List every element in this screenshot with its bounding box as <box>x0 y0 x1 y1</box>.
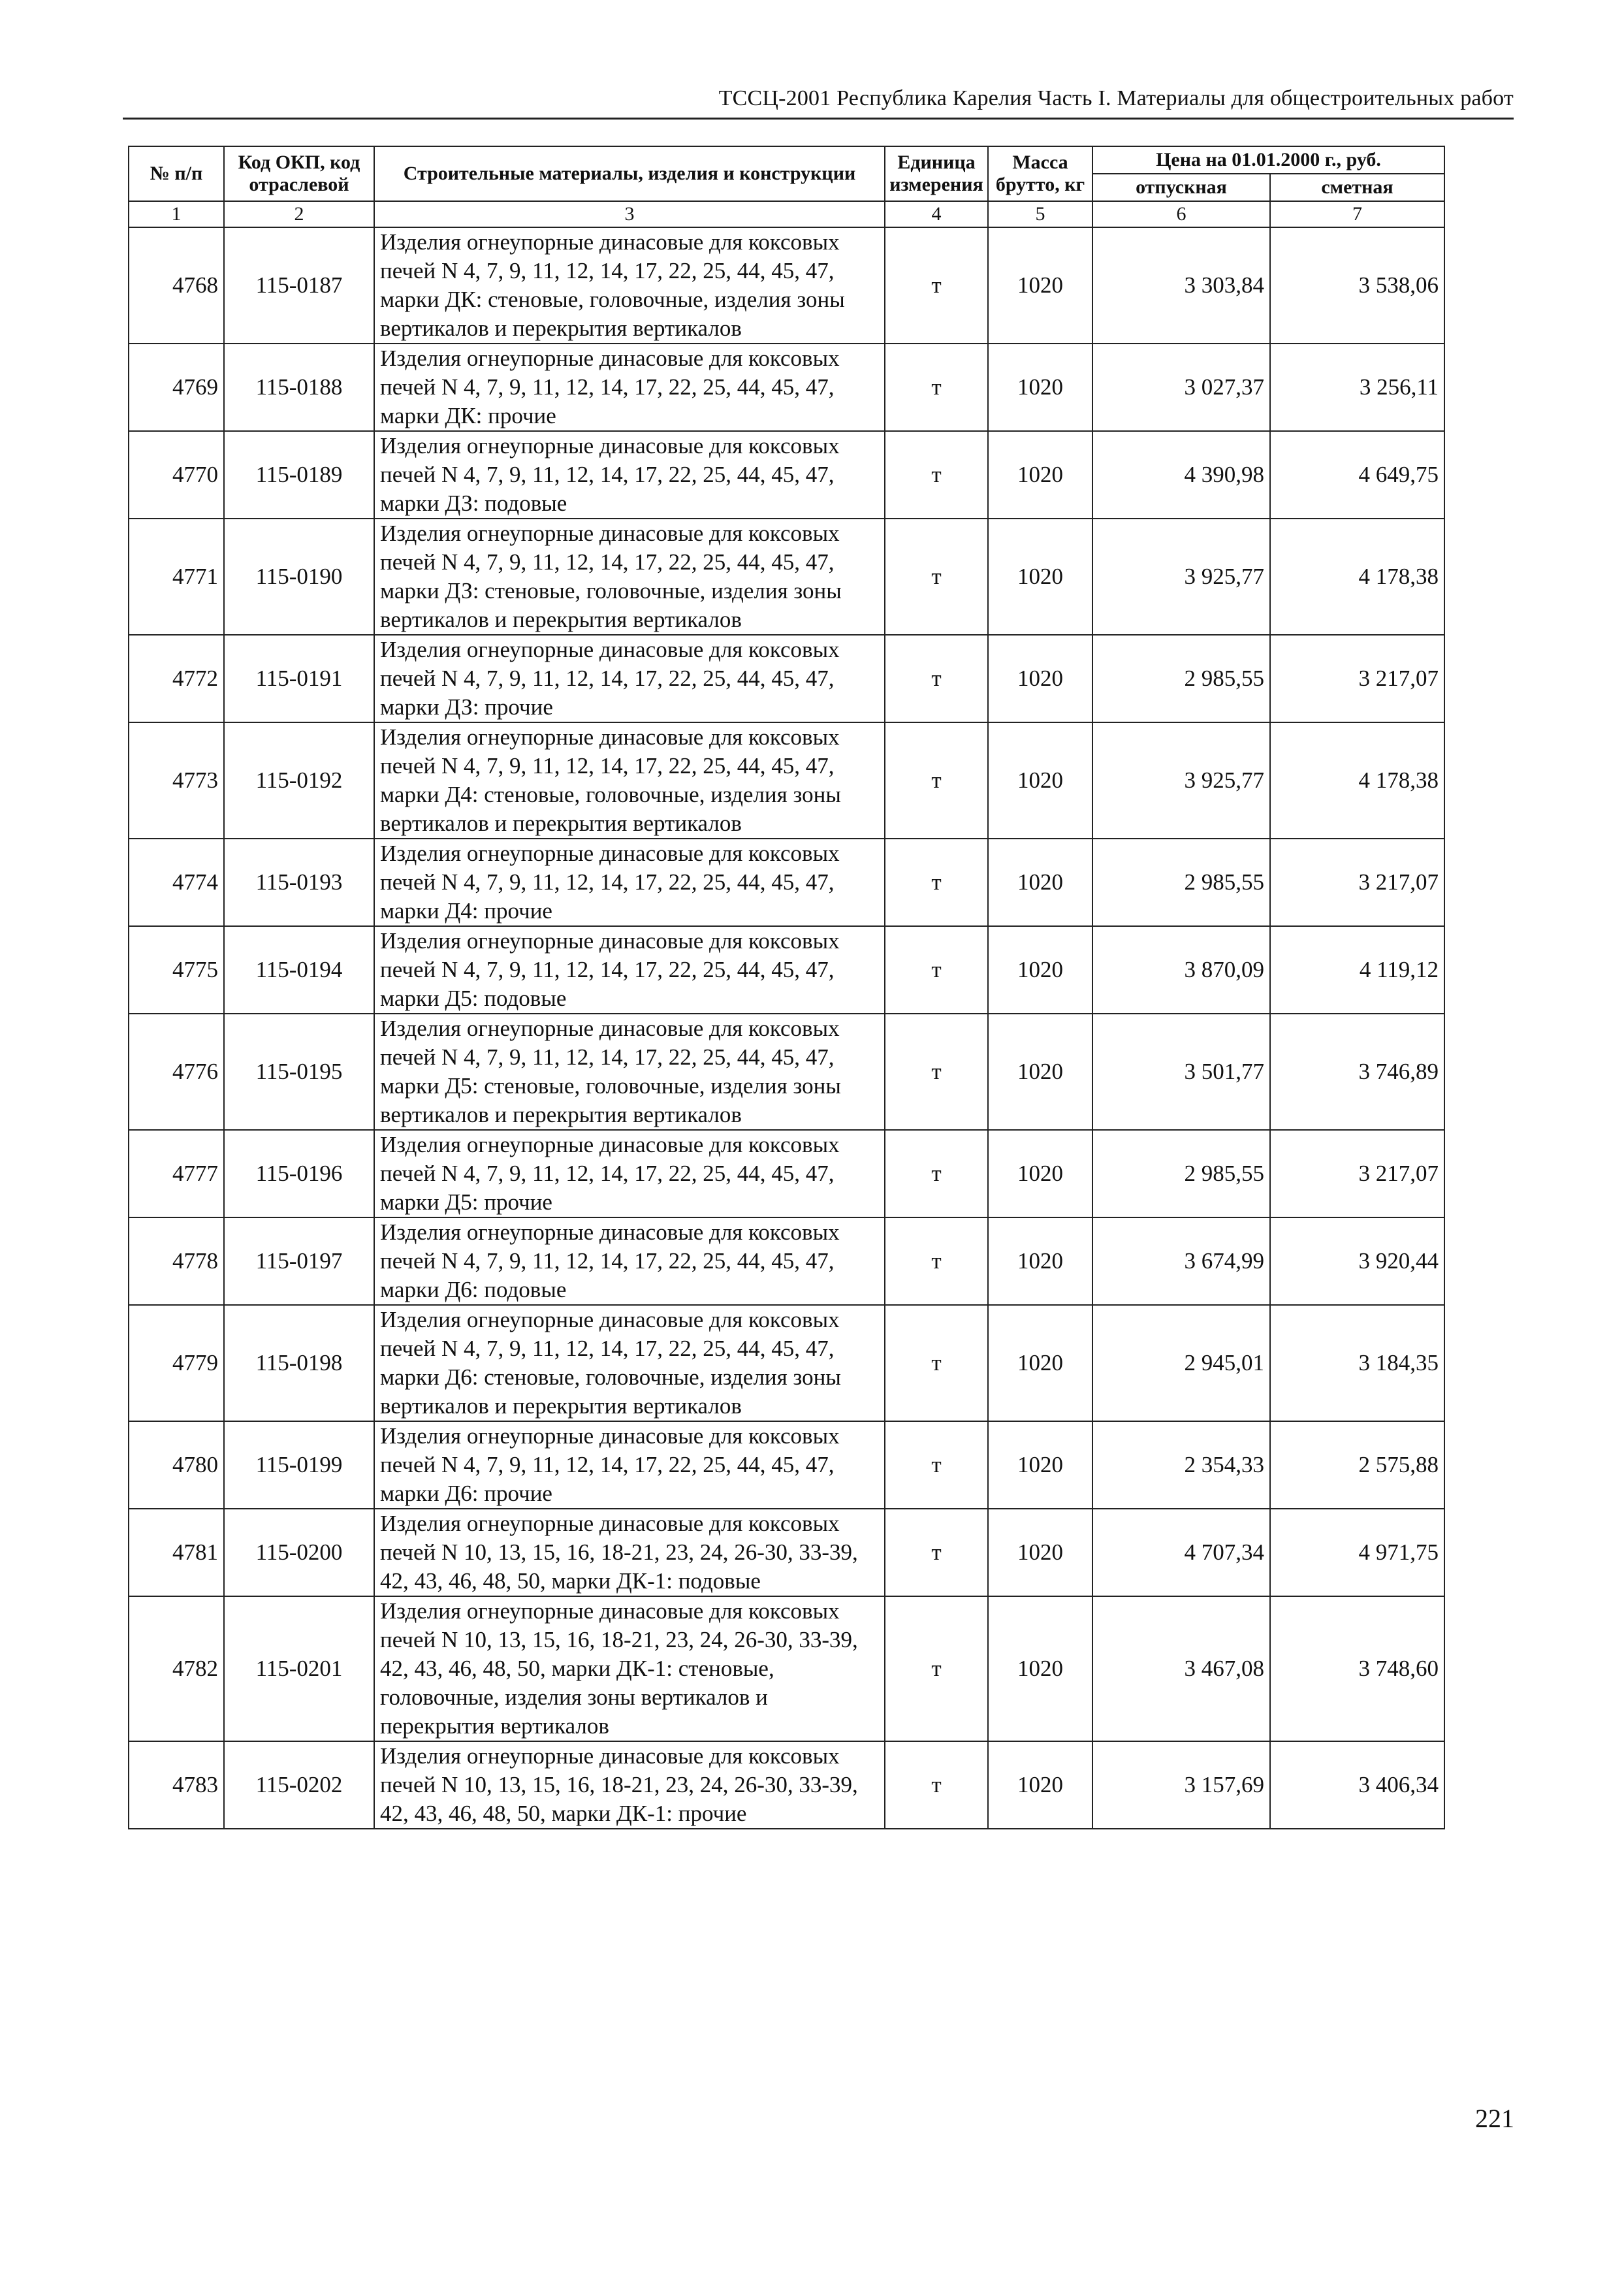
mass-cell: 1020 <box>988 926 1092 1014</box>
material-name-cell: Изделия огнеупорные динасовые для коксовых печей N 10, 13, 15, 16, 18-21, 23, 24, 26-30, 33-39, 42, 43, 46, 48, 50, марки ДК-1: прочие <box>374 1741 885 1829</box>
release-price-cell: 3 467,08 <box>1092 1596 1270 1741</box>
column-number-row <box>129 201 1444 227</box>
row-number-cell: 4771 <box>129 519 224 635</box>
mass-cell: 1020 <box>988 1014 1092 1130</box>
material-name-cell: Изделия огнеупорные динасовые для коксовых печей N 4, 7, 9, 11, 12, 14, 17, 22, 25, 44, 45, 47, марки Д5: стеновые, головочные, изделия зоны вертикалов и перекрытия вертикалов <box>374 1014 885 1130</box>
release-price-cell: 2 354,33 <box>1092 1421 1270 1509</box>
table-row <box>129 926 1444 1014</box>
document-title: ТССЦ-2001 Республика Карелия Часть I. Материалы для общестроительных работ <box>718 86 1514 110</box>
unit-cell: т <box>885 519 988 635</box>
column-number: 7 <box>1270 201 1444 227</box>
mass-cell: 1020 <box>988 635 1092 722</box>
header-mass: Масса брутто, кг <box>988 146 1092 201</box>
row-number-cell: 4777 <box>129 1130 224 1217</box>
table-row <box>129 1596 1444 1741</box>
okp-code-cell: 115-0201 <box>224 1596 374 1741</box>
unit-cell: т <box>885 1596 988 1741</box>
row-number-cell: 4782 <box>129 1596 224 1741</box>
mass-cell: 1020 <box>988 1421 1092 1509</box>
material-name-cell: Изделия огнеупорные динасовые для коксовых печей N 4, 7, 9, 11, 12, 14, 17, 22, 25, 44, 45, 47, марки ДЗ: прочие <box>374 635 885 722</box>
okp-code-cell: 115-0198 <box>224 1305 374 1421</box>
release-price-cell: 3 157,69 <box>1092 1741 1270 1829</box>
unit-cell: т <box>885 344 988 431</box>
material-name-cell: Изделия огнеупорные динасовые для коксовых печей N 4, 7, 9, 11, 12, 14, 17, 22, 25, 44, 45, 47, марки Д5: прочие <box>374 1130 885 1217</box>
release-price-cell: 3 303,84 <box>1092 227 1270 344</box>
unit-cell: т <box>885 431 988 519</box>
unit-cell: т <box>885 839 988 926</box>
okp-code-cell: 115-0197 <box>224 1217 374 1305</box>
material-name-cell: Изделия огнеупорные динасовые для коксовых печей N 4, 7, 9, 11, 12, 14, 17, 22, 25, 44, 45, 47, марки ДК: прочие <box>374 344 885 431</box>
okp-code-cell: 115-0202 <box>224 1741 374 1829</box>
okp-code-cell: 115-0200 <box>224 1509 374 1596</box>
material-name-cell: Изделия огнеупорные динасовые для коксовых печей N 4, 7, 9, 11, 12, 14, 17, 22, 25, 44, 45, 47, марки Д4: прочие <box>374 839 885 926</box>
row-number-cell: 4775 <box>129 926 224 1014</box>
table-row <box>129 1130 1444 1217</box>
row-number-cell: 4769 <box>129 344 224 431</box>
estimate-price-cell: 3 746,89 <box>1270 1014 1444 1130</box>
mass-cell: 1020 <box>988 1596 1092 1741</box>
estimate-price-cell: 4 971,75 <box>1270 1509 1444 1596</box>
unit-cell: т <box>885 1014 988 1130</box>
estimate-price-cell: 3 217,07 <box>1270 635 1444 722</box>
okp-code-cell: 115-0190 <box>224 519 374 635</box>
estimate-price-cell: 3 184,35 <box>1270 1305 1444 1421</box>
column-number: 5 <box>988 201 1092 227</box>
release-price-cell: 3 674,99 <box>1092 1217 1270 1305</box>
row-number-cell: 4779 <box>129 1305 224 1421</box>
column-number: 2 <box>224 201 374 227</box>
estimate-price-cell: 4 178,38 <box>1270 519 1444 635</box>
material-name-cell: Изделия огнеупорные динасовые для коксовых печей N 4, 7, 9, 11, 12, 14, 17, 22, 25, 44, 45, 47, марки Д5: подовые <box>374 926 885 1014</box>
material-name-cell: Изделия огнеупорные динасовые для коксовых печей N 4, 7, 9, 11, 12, 14, 17, 22, 25, 44, 45, 47, марки Д6: прочие <box>374 1421 885 1509</box>
row-number-cell: 4768 <box>129 227 224 344</box>
release-price-cell: 2 985,55 <box>1092 1130 1270 1217</box>
mass-cell: 1020 <box>988 519 1092 635</box>
header-price-estimate: сметная <box>1270 174 1444 201</box>
mass-cell: 1020 <box>988 839 1092 926</box>
release-price-cell: 2 985,55 <box>1092 635 1270 722</box>
page-header <box>123 77 1514 120</box>
release-price-cell: 3 501,77 <box>1092 1014 1270 1130</box>
table-row <box>129 1014 1444 1130</box>
okp-code-cell: 115-0196 <box>224 1130 374 1217</box>
okp-code-cell: 115-0194 <box>224 926 374 1014</box>
table-row <box>129 519 1444 635</box>
table-row <box>129 431 1444 519</box>
table-row <box>129 839 1444 926</box>
mass-cell: 1020 <box>988 722 1092 839</box>
row-number-cell: 4776 <box>129 1014 224 1130</box>
table-row <box>129 1217 1444 1305</box>
release-price-cell: 4 707,34 <box>1092 1509 1270 1596</box>
okp-code-cell: 115-0193 <box>224 839 374 926</box>
unit-cell: т <box>885 635 988 722</box>
row-number-cell: 4770 <box>129 431 224 519</box>
header-price-group: Цена на 01.01.2000 г., руб. <box>1092 146 1444 174</box>
release-price-cell: 4 390,98 <box>1092 431 1270 519</box>
mass-cell: 1020 <box>988 1130 1092 1217</box>
page-number: 221 <box>1475 2104 1514 2133</box>
unit-cell: т <box>885 1421 988 1509</box>
mass-cell: 1020 <box>988 227 1092 344</box>
header-unit: Единица измерения <box>885 146 988 201</box>
column-number: 4 <box>885 201 988 227</box>
unit-cell: т <box>885 1741 988 1829</box>
unit-cell: т <box>885 1130 988 1217</box>
release-price-cell: 3 925,77 <box>1092 519 1270 635</box>
estimate-price-cell: 4 119,12 <box>1270 926 1444 1014</box>
row-number-cell: 4774 <box>129 839 224 926</box>
okp-code-cell: 115-0188 <box>224 344 374 431</box>
table-row <box>129 1421 1444 1509</box>
column-number: 3 <box>374 201 885 227</box>
table-body <box>129 227 1444 1829</box>
table-row <box>129 227 1444 344</box>
table-row <box>129 722 1444 839</box>
estimate-price-cell: 3 406,34 <box>1270 1741 1444 1829</box>
mass-cell: 1020 <box>988 1509 1092 1596</box>
row-number-cell: 4772 <box>129 635 224 722</box>
row-number-cell: 4773 <box>129 722 224 839</box>
row-number-cell: 4778 <box>129 1217 224 1305</box>
header-no: № п/п <box>129 146 224 201</box>
table-row <box>129 1509 1444 1596</box>
okp-code-cell: 115-0191 <box>224 635 374 722</box>
mass-cell: 1020 <box>988 1741 1092 1829</box>
header-name: Строительные материалы, изделия и конструкции <box>374 146 885 201</box>
estimate-price-cell: 3 748,60 <box>1270 1596 1444 1741</box>
estimate-price-cell: 3 920,44 <box>1270 1217 1444 1305</box>
table-header-row <box>129 146 1444 174</box>
row-number-cell: 4780 <box>129 1421 224 1509</box>
estimate-price-cell: 3 217,07 <box>1270 1130 1444 1217</box>
estimate-price-cell: 4 178,38 <box>1270 722 1444 839</box>
unit-cell: т <box>885 926 988 1014</box>
estimate-price-cell: 3 217,07 <box>1270 839 1444 926</box>
header-price-release: отпускная <box>1092 174 1270 201</box>
okp-code-cell: 115-0189 <box>224 431 374 519</box>
mass-cell: 1020 <box>988 431 1092 519</box>
table-row <box>129 344 1444 431</box>
okp-code-cell: 115-0187 <box>224 227 374 344</box>
estimate-price-cell: 3 538,06 <box>1270 227 1444 344</box>
release-price-cell: 3 925,77 <box>1092 722 1270 839</box>
material-name-cell: Изделия огнеупорные динасовые для коксовых печей N 4, 7, 9, 11, 12, 14, 17, 22, 25, 44, 45, 47, марки ДК: стеновые, головочные, изделия зоны вертикалов и перекрытия вертикалов <box>374 227 885 344</box>
unit-cell: т <box>885 227 988 344</box>
row-number-cell: 4781 <box>129 1509 224 1596</box>
release-price-cell: 3 027,37 <box>1092 344 1270 431</box>
table-row <box>129 1305 1444 1421</box>
mass-cell: 1020 <box>988 1217 1092 1305</box>
okp-code-cell: 115-0195 <box>224 1014 374 1130</box>
material-name-cell: Изделия огнеупорные динасовые для коксовых печей N 4, 7, 9, 11, 12, 14, 17, 22, 25, 44, 45, 47, марки ДЗ: подовые <box>374 431 885 519</box>
estimate-price-cell: 2 575,88 <box>1270 1421 1444 1509</box>
header-code: Код ОКП, код отраслевой <box>224 146 374 201</box>
release-price-cell: 2 985,55 <box>1092 839 1270 926</box>
estimate-price-cell: 4 649,75 <box>1270 431 1444 519</box>
mass-cell: 1020 <box>988 344 1092 431</box>
row-number-cell: 4783 <box>129 1741 224 1829</box>
material-name-cell: Изделия огнеупорные динасовые для коксовых печей N 10, 13, 15, 16, 18-21, 23, 24, 26-30, 33-39, 42, 43, 46, 48, 50, марки ДК-1: подовые <box>374 1509 885 1596</box>
unit-cell: т <box>885 722 988 839</box>
okp-code-cell: 115-0192 <box>224 722 374 839</box>
column-number: 1 <box>129 201 224 227</box>
okp-code-cell: 115-0199 <box>224 1421 374 1509</box>
release-price-cell: 2 945,01 <box>1092 1305 1270 1421</box>
table-row <box>129 635 1444 722</box>
material-name-cell: Изделия огнеупорные динасовые для коксовых печей N 10, 13, 15, 16, 18-21, 23, 24, 26-30, 33-39, 42, 43, 46, 48, 50, марки ДК-1: стеновые, головочные, изделия зоны вертикалов и перекрытия вертикалов <box>374 1596 885 1741</box>
unit-cell: т <box>885 1217 988 1305</box>
material-name-cell: Изделия огнеупорные динасовые для коксовых печей N 4, 7, 9, 11, 12, 14, 17, 22, 25, 44, 45, 47, марки Д4: стеновые, головочные, изделия зоны вертикалов и перекрытия вертикалов <box>374 722 885 839</box>
mass-cell: 1020 <box>988 1305 1092 1421</box>
material-name-cell: Изделия огнеупорные динасовые для коксовых печей N 4, 7, 9, 11, 12, 14, 17, 22, 25, 44, 45, 47, марки Д6: стеновые, головочные, изделия зоны вертикалов и перекрытия вертикалов <box>374 1305 885 1421</box>
price-table <box>128 146 1445 1829</box>
unit-cell: т <box>885 1509 988 1596</box>
unit-cell: т <box>885 1305 988 1421</box>
release-price-cell: 3 870,09 <box>1092 926 1270 1014</box>
table-row <box>129 1741 1444 1829</box>
material-name-cell: Изделия огнеупорные динасовые для коксовых печей N 4, 7, 9, 11, 12, 14, 17, 22, 25, 44, 45, 47, марки ДЗ: стеновые, головочные, изделия зоны вертикалов и перекрытия вертикалов <box>374 519 885 635</box>
column-number: 6 <box>1092 201 1270 227</box>
material-name-cell: Изделия огнеупорные динасовые для коксовых печей N 4, 7, 9, 11, 12, 14, 17, 22, 25, 44, 45, 47, марки Д6: подовые <box>374 1217 885 1305</box>
estimate-price-cell: 3 256,11 <box>1270 344 1444 431</box>
